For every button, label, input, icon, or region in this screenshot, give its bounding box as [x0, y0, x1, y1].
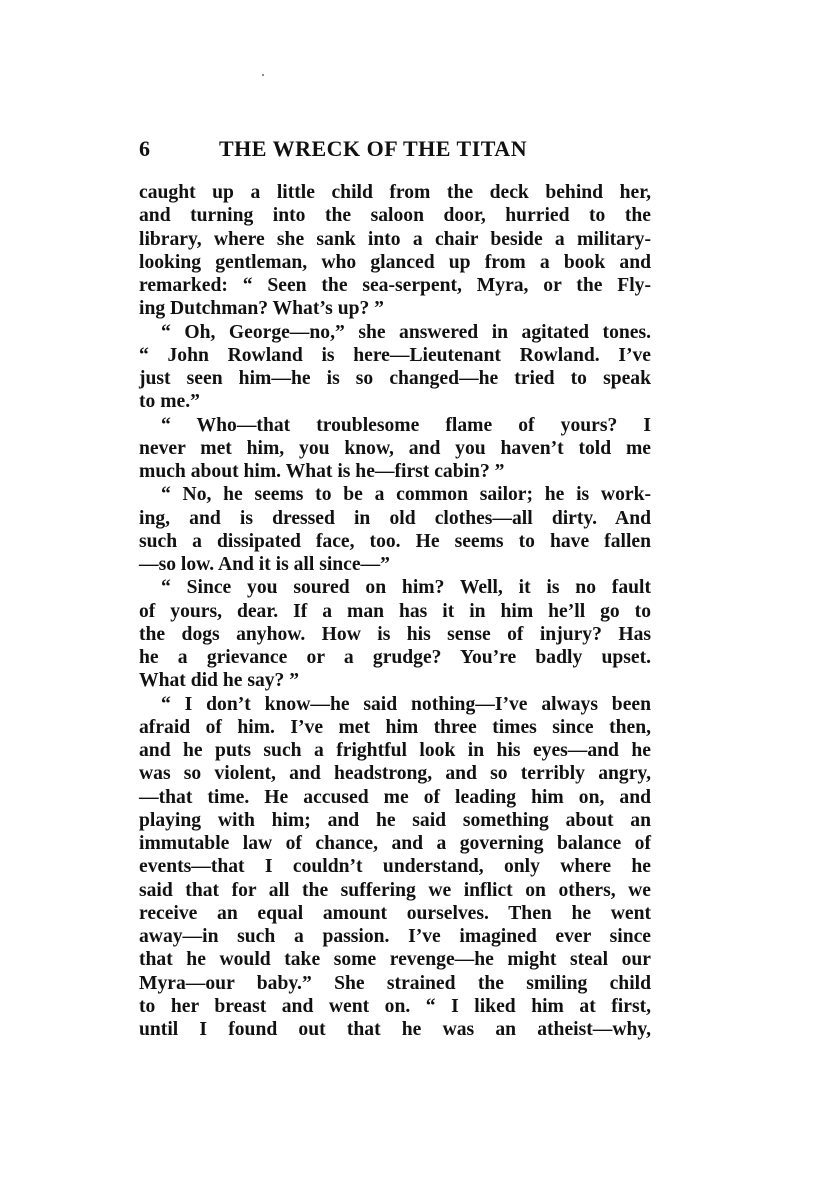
- text-line: to me.”: [139, 391, 200, 413]
- text-line: said that for all the suffering we inflict on others, we: [139, 879, 651, 901]
- text-line: just seen him—he is so changed—he tried to speak: [139, 368, 651, 389]
- text-line: “ No, he seems to be a common sailor; he is work-: [161, 484, 651, 506]
- text-line: caught up a little child from the deck behind her,: [139, 182, 651, 203]
- text-line: library, where she sank into a chair beside a military-: [139, 228, 651, 250]
- text-line: events—that I couldn’t understand, only where he: [139, 856, 651, 878]
- text-line: much about him. What is he—first cabin? ”: [139, 461, 505, 482]
- text-line: until I found out that he was an atheist—why,: [139, 1019, 651, 1040]
- text-line: and turning into the saloon door, hurried to the: [139, 205, 651, 227]
- text-line: “ Oh, George—no,” she answered in agitated tones.: [161, 321, 651, 343]
- text-line: of yours, dear. If a man has it in him he’ll go to: [139, 600, 651, 622]
- text-line: he a grievance or a grudge? You’re badly upset.: [139, 647, 651, 668]
- text-line: receive an equal amount ourselves. Then he went: [139, 902, 651, 924]
- text-line: ing Dutchman? What’s up? ”: [139, 298, 384, 320]
- text-line: “ John Rowland is here—Lieutenant Rowland. I’ve: [139, 344, 651, 366]
- text-line: the dogs anyhow. How is his sense of injury? Has: [139, 623, 651, 645]
- text-line: and he puts such a frightful look in his eyes—and he: [139, 740, 651, 761]
- body-text: [139, 181, 651, 1041]
- text-line: “ I don’t know—he said nothing—I’ve always been: [161, 693, 651, 715]
- running-title: THE WRECK OF THE TITAN: [219, 136, 528, 161]
- text-line: never met him, you know, and you haven’t told me: [139, 437, 651, 459]
- text-line: remarked: “ Seen the sea-serpent, Myra, or the Fly-: [139, 275, 651, 296]
- text-line: looking gentleman, who glanced up from a book and: [139, 251, 651, 273]
- speck-mark: [262, 74, 264, 76]
- text-line: —that time. He accused me of leading him on, and: [139, 786, 651, 808]
- text-line: away—in such a passion. I’ve imagined ever since: [139, 926, 651, 947]
- text-line: Myra—our baby.” She strained the smiling child: [139, 972, 651, 994]
- text-line: to her breast and went on. “ I liked him at first,: [139, 995, 651, 1017]
- text-line: was so violent, and headstrong, and so terribly angry,: [139, 763, 651, 785]
- text-line: afraid of him. I’ve met him three times since then,: [139, 716, 651, 738]
- page-number: 6: [139, 136, 151, 161]
- page-header: [139, 136, 659, 166]
- text-line: ing, and is dressed in old clothes—all dirty. And: [139, 507, 651, 529]
- text-line: “ Since you soured on him? Well, it is no fault: [161, 577, 651, 599]
- text-line: —so low. And it is all since—”: [139, 554, 390, 575]
- text-line: What did he say? ”: [139, 670, 300, 692]
- text-line: playing with him; and he said something about an: [139, 809, 651, 831]
- text-line: “ Who—that troublesome flame of yours? I: [161, 414, 651, 436]
- text-line: immutable law of chance, and a governing balance of: [139, 833, 651, 854]
- text-line: that he would take some revenge—he might steal our: [139, 949, 651, 971]
- text-line: such a dissipated face, too. He seems to have fallen: [139, 530, 651, 552]
